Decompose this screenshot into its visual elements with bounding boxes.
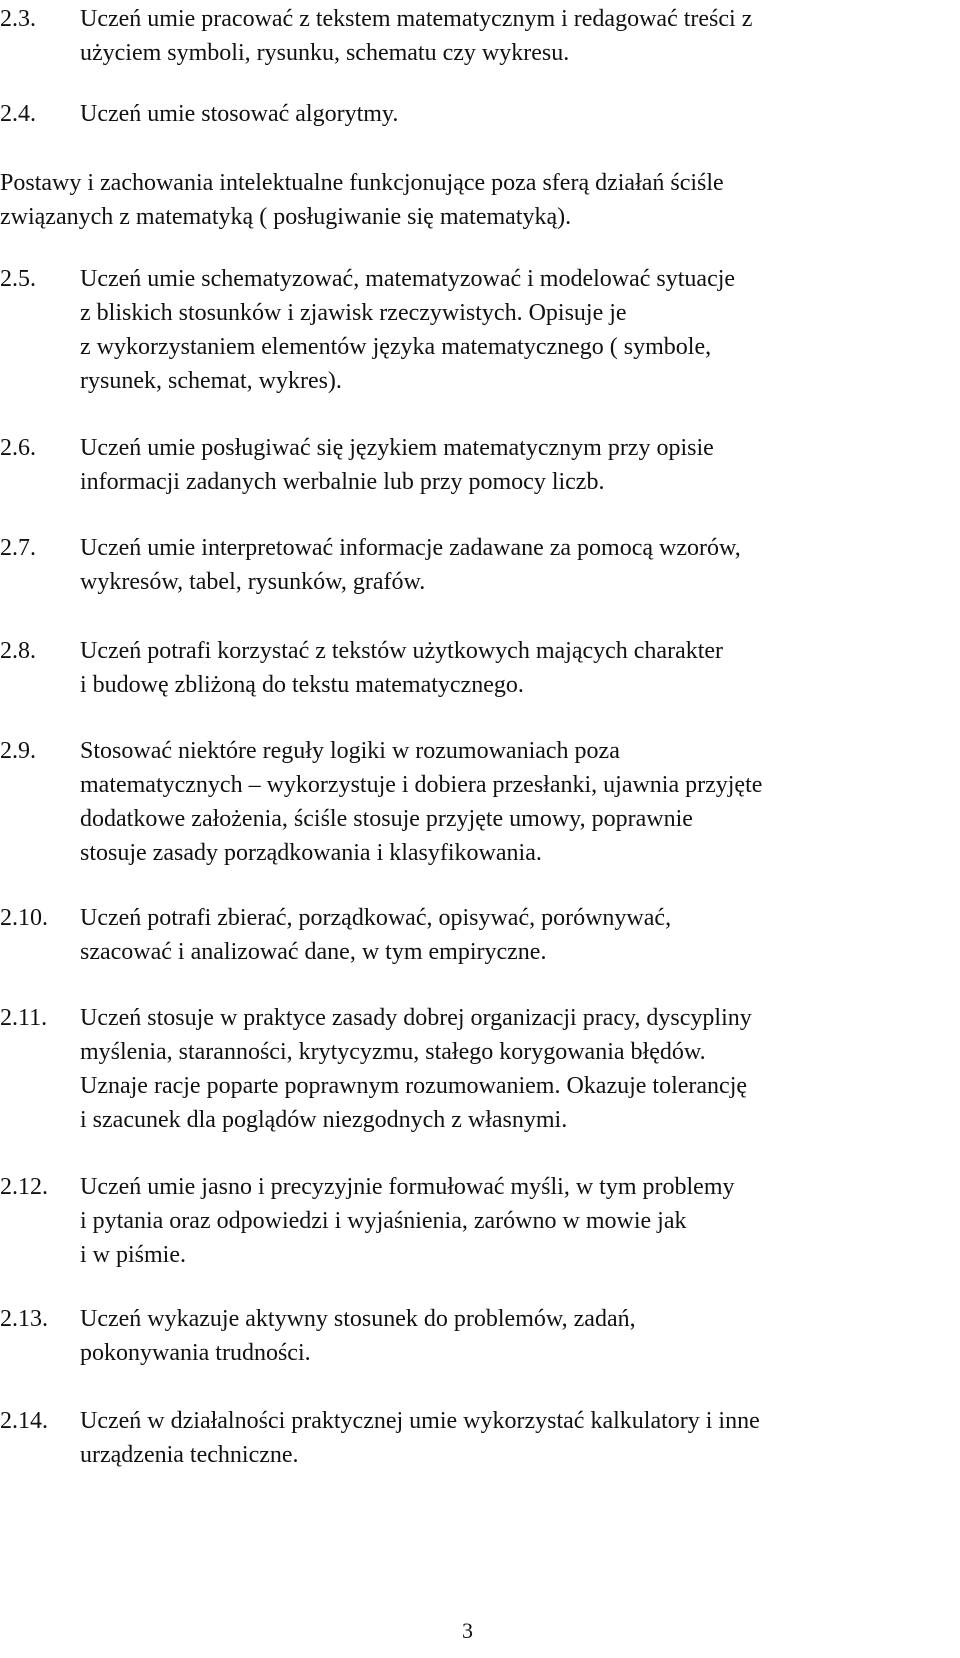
item-text: [80, 1302, 935, 1370]
item-line: Uczeń umie schematyzować, matematyzować i modelować sytuacje: [80, 266, 736, 292]
item-line: matematycznych – wykorzystuje i dobiera przesłanki, ujawnia przyjęte: [80, 772, 763, 798]
item-number: 2.11.: [0, 1005, 48, 1031]
item-line: szacować i analizować dane, w tym empiryczne.: [80, 939, 547, 965]
item-number: 2.7.: [0, 535, 36, 561]
list-item-2-14: [0, 1404, 935, 1472]
list-item-2-12: [0, 1170, 935, 1272]
item-line: Uczeń potrafi zbierać, porządkować, opisywać, porównywać,: [80, 905, 672, 931]
item-line: z wykorzystaniem elementów języka matematycznego ( symbole,: [80, 334, 712, 360]
item-number: 2.13.: [0, 1306, 48, 1332]
item-text: [80, 1170, 935, 1272]
list-item-2-13: [0, 1302, 935, 1370]
item-line: i szacunek dla poglądów niezgodnych z własnymi.: [80, 1107, 568, 1133]
item-text: [80, 262, 935, 398]
item-line: Uczeń umie interpretować informacje zadawane za pomocą wzorów,: [80, 535, 741, 561]
item-number: 2.4.: [0, 101, 36, 127]
list-item-2-10: [0, 901, 935, 969]
item-text: [80, 734, 935, 870]
item-line: Uczeń umie jasno i precyzyjnie formułować myśli, w tym problemy: [80, 1174, 735, 1200]
item-line: Uczeń umie pracować z tekstem matematycznym i redagować treści z: [80, 6, 753, 32]
item-text: [80, 531, 935, 599]
item-line: i w piśmie.: [80, 1242, 186, 1268]
item-line: pokonywania trudności.: [80, 1340, 311, 1366]
item-text: [80, 634, 935, 702]
item-line: urządzenia techniczne.: [80, 1442, 299, 1468]
item-line: Uczeń umie posługiwać się językiem matematycznym przy opisie: [80, 435, 714, 461]
list-item-2-9: [0, 734, 935, 870]
list-item-2-3: [0, 2, 935, 70]
item-line: Uczeń potrafi korzystać z tekstów użytkowych mających charakter: [80, 638, 724, 664]
item-text: [80, 97, 935, 131]
item-number: 2.6.: [0, 435, 36, 461]
item-number: 2.9.: [0, 738, 36, 764]
item-line: i budowę zbliżoną do tekstu matematycznego.: [80, 672, 524, 698]
item-line: myślenia, staranności, krytycyzmu, stałego korygowania błędów.: [80, 1039, 706, 1065]
item-text: [80, 901, 935, 969]
item-number: 2.14.: [0, 1408, 48, 1434]
list-item-2-11: [0, 1001, 935, 1137]
item-line: z bliskich stosunków i zjawisk rzeczywistych. Opisuje je: [80, 300, 627, 326]
list-item-2-5: [0, 262, 935, 398]
list-item-2-4: [0, 97, 935, 131]
item-line: i pytania oraz odpowiedzi i wyjaśnienia, zarówno w mowie jak: [80, 1208, 687, 1234]
item-line: wykresów, tabel, rysunków, grafów.: [80, 569, 426, 595]
item-number: 2.12.: [0, 1174, 48, 1200]
item-line: Uczeń wykazuje aktywny stosunek do problemów, zadań,: [80, 1306, 636, 1332]
item-line: informacji zadanych werbalnie lub przy pomocy liczb.: [80, 469, 605, 495]
item-text: [80, 2, 935, 70]
paragraph-line: związanych z matematyką ( posługiwanie się matematyką).: [0, 204, 572, 230]
item-line: stosuje zasady porządkowania i klasyfikowania.: [80, 840, 542, 866]
item-number: 2.3.: [0, 6, 36, 32]
item-number: 2.5.: [0, 266, 36, 292]
item-line: Uznaje racje poparte poprawnym rozumowaniem. Okazuje tolerancję: [80, 1073, 748, 1099]
item-line: Uczeń umie stosować algorytmy.: [80, 101, 399, 127]
item-text: [80, 1404, 935, 1472]
item-line: użyciem symboli, rysunku, schematu czy wykresu.: [80, 40, 570, 66]
item-line: rysunek, schemat, wykres).: [80, 368, 342, 394]
item-text: [80, 1001, 935, 1137]
list-item-2-8: [0, 634, 935, 702]
item-line: Stosować niektóre reguły logiki w rozumowaniach poza: [80, 738, 620, 764]
section-intro-paragraph: [0, 166, 935, 234]
list-item-2-6: [0, 431, 935, 499]
item-number: 2.8.: [0, 638, 36, 664]
item-line: Uczeń w działalności praktycznej umie wykorzystać kalkulatory i inne: [80, 1408, 760, 1434]
paragraph-line: Postawy i zachowania intelektualne funkcjonujące poza sferą działań ściśle: [0, 170, 724, 196]
list-item-2-7: [0, 531, 935, 599]
item-text: [80, 431, 935, 499]
item-number: 2.10.: [0, 905, 48, 931]
item-line: dodatkowe założenia, ściśle stosuje przyjęte umowy, poprawnie: [80, 806, 693, 832]
page-number: 3: [462, 1618, 473, 1643]
item-line: Uczeń stosuje w praktyce zasady dobrej organizacji pracy, dyscypliny: [80, 1005, 752, 1031]
